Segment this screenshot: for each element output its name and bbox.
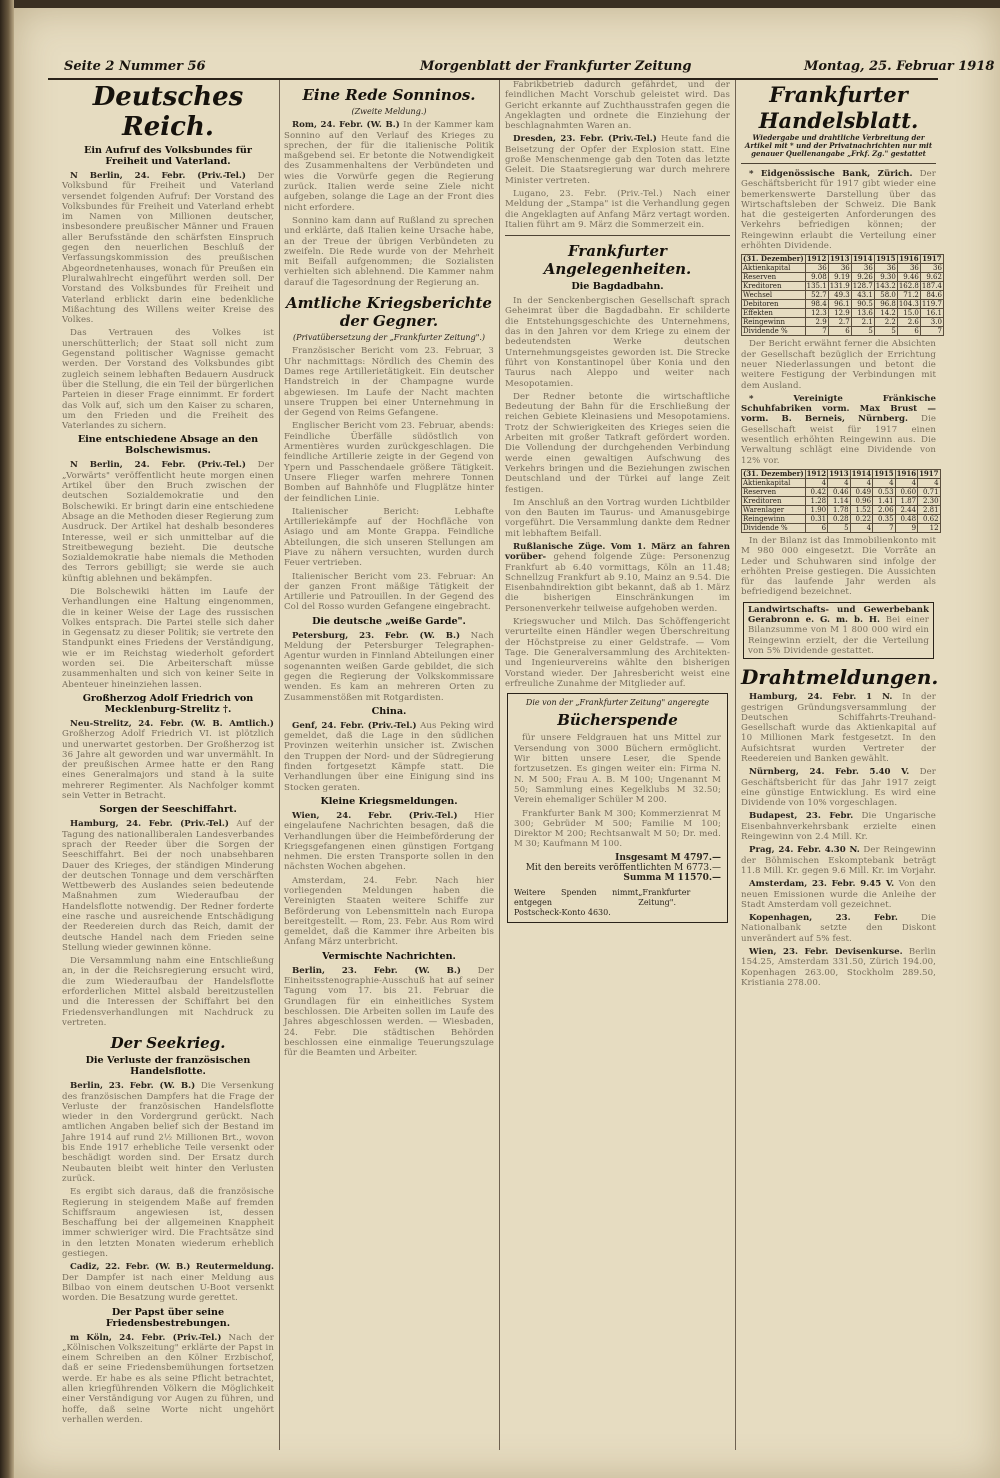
- table-cell: 2.30: [918, 496, 940, 505]
- table-cell: 13.6: [851, 309, 874, 318]
- article-subtitle: (Zweite Meldung.): [351, 107, 427, 116]
- dateline: Berlin, 23. Febr. (W. B.): [292, 965, 461, 976]
- dateline: Rom, 24. Febr. (W. B.): [292, 120, 400, 131]
- table-cell: 0.53: [873, 487, 895, 496]
- body-text: Der Reingewinn der Böhmischen Eskomptebank beträgt 11.8 Mill. Kr. gegen 9.6 Mill. Kr. im Vorjahr.: [741, 845, 936, 876]
- table-cell: 98.4: [805, 300, 828, 309]
- table-cell: 2.1: [851, 318, 874, 327]
- table-cell: 1.78: [828, 505, 850, 514]
- table-cell: 2.2: [874, 318, 897, 327]
- section-subtitle: Wiedergabe und drahtliche Verbreitung der Artikel mit * und der Privatnachrichten nur mit genauer Quellenangabe „Frkf. Zg." gestattet: [744, 133, 933, 158]
- table-cell: 1.52: [850, 505, 872, 514]
- table-cell: 7: [873, 523, 895, 532]
- table-cell: 14.2: [874, 309, 897, 318]
- table-cell: 0.71: [918, 487, 940, 496]
- table-header-cell: 1913: [829, 468, 849, 478]
- table-header-cell: (31. Dezember): [743, 254, 804, 264]
- body-text: Aus Peking wird gemeldet, daß die Lage in den südlichen Provinzen weiterhin unsicher ist. Zwischen den Truppen der Nord- und der Südregierung finden fortgesetzt Kämpfe statt. Die Verhandlungen über eine Einigung sind ins Stocken geraten.: [284, 720, 494, 793]
- table-cell: Reingewinn: [742, 318, 806, 327]
- body-text: Frankfurter Bank M 300; Kommerzienrat M 300; Gebrüder M 500; Familie M 100; Direktor M 200; Rechtsanwalt M 50; Dr. med. M 30; Kaufmann M 100.: [514, 808, 721, 850]
- body-text: Die Versammlung nahm eine Entschließung an, in der die Reichsregierung ersucht wird, die zum Wiederaufbau der Handelsflotte erforderlichen Mittel alsbald bereitzustellen und die Interessen der Schiffahrt bei den Friedensverhandlungen mit Nachdruck zu vertreten.: [62, 956, 274, 1028]
- table-cell: 128.7: [852, 282, 873, 291]
- body-text: In der gestrigen Gründungsversammlung der Deutschen Schiffahrts-Treuhand-Gesellschaft wurde das Aktienkapital auf 10 Millionen Mark festgesetzt. In den Aufsichtsrat wurden Vertreter der Reedereien und Banken gewählt.: [741, 692, 936, 764]
- table-cell: 131.9: [829, 282, 850, 291]
- body-text: Das Vertrauen des Volkes ist unerschütterlich; der Staat soll nicht zum Gegenstand politischer Wagnisse gemacht werden. Der Vorstand des Volksbundes gibt zugleich seinem lebhaften Bedauern Ausdruck über die Stellung, die ein Teil der bürgerlichen Parteien in dieser Frage einnimmt. Er fordert das Volk auf, sich um den Kaiser zu scharen, um den Frieden und die Freiheit des Vaterlandes zu sichern.: [62, 328, 274, 432]
- dateline: N Berlin, 24. Febr. (Priv.-Tel.): [70, 460, 246, 471]
- body-text: Der Volksbund für Freiheit und Vaterland versendet folgenden Aufruf: Der Vorstand des Volksbundes für Freiheit und Vaterland erhebt im Namen von Millionen deutscher, insbesondere preußischer Männer und Frauen aller Berufsstände den schärfsten Einspruch gegen den neuerlichen Beschluß der Verfassungskommission des preußischen Abgeordnetenhauses, wonach für Preußen ein Pluralwahlrecht eingeführt werden soll. Der Vorstand des Volksbundes für Freiheit und Vaterland erblickt darin eine bedenkliche Mißachtung des Willens weiter Kreise des Volkes.: [62, 171, 274, 326]
- footer-right: „Frankfurter Zeitung".: [638, 887, 691, 907]
- table-cell: 43.1: [851, 291, 874, 300]
- body-text: Fabrikbetrieb dadurch gefährdet, und der feindlichen Macht Vorschub geleistet wird. Das Gericht erkannte auf Zuchthausstrafen gegen die Angeklagten und ordnete die Einziehung der beschlagnahmten Waren an.: [505, 80, 730, 132]
- column-rule: [279, 80, 280, 1450]
- article-title: Landwirtschafts- und Gewerbebank Gerabronn e. G. m. b. H.: [748, 604, 929, 626]
- dateline: Dresden, 23. Febr. (Priv.-Tel.): [513, 134, 657, 145]
- column-2: [284, 80, 494, 1460]
- article-subtitle: Die Bagdadbahn.: [571, 281, 664, 293]
- body-text: In der Kammer kam Sonnino auf den Verlauf des Krieges zu sprechen, der für die italienische Politik maßgebend sei. Er betonte die Notwendigkeit des Zusammenhaltens der Verbündeten und wies die Vorwürfe gegen die Regierung zurück. Italien werde seine Ziele nicht aufgeben, solange die Lage an der Front dies nicht erfordere.: [284, 120, 494, 213]
- table-cell: 6: [897, 327, 920, 336]
- table-cell: 96.8: [874, 300, 897, 309]
- table-row: [742, 327, 944, 336]
- table-cell: 15.0: [897, 309, 920, 318]
- table-header-cell: 1912: [806, 254, 827, 264]
- body-text: Der Einheitsstenographie-Ausschuß hat auf seiner Tagung vom 17. bis 21. Februar die Grundlagen für ein einheitliches System beschlossen. Die Arbeiten sollen im Laufe des Jahres abgeschlossen werden. — Wiesbaden, 24. Febr. Die städtischen Behörden beschlossen eine einmalige Teuerungszulage für die Beamten und Arbeiter.: [284, 965, 495, 1059]
- table-cell: 1.14: [828, 496, 850, 505]
- table-row: [742, 300, 944, 309]
- body-text: Es ergibt sich daraus, daß die französische Regierung in steigendem Maße auf fremden Schiffsraum angewiesen ist, dessen Beschaffung bei der allgemeinen Knappheit immer schwieriger wird. Die Frachtsätze sind in den letzten Monaten wiederum erheblich gestiegen.: [62, 1187, 274, 1260]
- body-text: In der Bilanz ist das Immobilienkonto mit M 980 000 eingesetzt. Die Vorräte an Leder und Schuhwaren sind infolge der erhöhten Preise gestiegen. Die Aussichten für das laufende Jahr werden als befriedigend bezeichnet.: [741, 535, 936, 598]
- body-text: Großherzog Adolf Friedrich VI. ist plötzlich und unerwartet gestorben. Der Großherzog ist 36 Jahre alt geworden und war unvermählt. In der preußischen Armee hatte er den Rang eines Generalmajors und stand à la suite mehrerer Regimenter. Als Nachfolger kommt sein Vetter in Betracht.: [62, 729, 274, 802]
- dateline: Rußlanische Züge. Vom 1. März an fahren vorüber-: [505, 541, 730, 563]
- table-cell: 36: [897, 264, 920, 273]
- column-3: [505, 80, 730, 1460]
- table-row: [742, 318, 944, 327]
- table-cell: Kreditoren: [742, 496, 806, 505]
- dateline: Prag, 24. Febr. 4.30 N.: [749, 845, 860, 856]
- table-row: [742, 273, 944, 282]
- table-cell: 0.48: [895, 514, 917, 523]
- table-cell: Dividende %: [742, 523, 806, 532]
- table-cell: 9.19: [828, 273, 851, 282]
- body-text: Im Anschluß an den Vortrag wurden Lichtbilder von den Bauten im Taurus- und Amanusgebirge vorgeführt. Die Versammlung dankte dem Redner mit lebhaftem Beifall.: [505, 497, 730, 539]
- table-cell: 84.6: [920, 291, 943, 300]
- article-title: Sorgen der Seeschiffahrt.: [99, 804, 237, 816]
- table-cell: 2.7: [828, 318, 851, 327]
- table-cell: 4: [828, 478, 850, 487]
- body-text: Der Dampfer ist nach einer Meldung aus Bilbao von einem deutschen U-Boot versenkt worden. Die Besatzung wurde gerettet.: [62, 1272, 274, 1304]
- table-cell: 4: [918, 478, 940, 487]
- table-row: [742, 264, 944, 273]
- table-row: [742, 291, 944, 300]
- body-text: Der Bericht erwähnt ferner die Absichten der Gesellschaft bezüglich der Errichtung neuer Niederlassungen und betont die weitere Festigung der Verbindungen mit dem Ausland.: [741, 339, 936, 391]
- table-cell: 12.3: [805, 309, 828, 318]
- body-text: Der „Vorwärts" veröffentlicht heute morgen einen Artikel über den Bruch zwischen der deutschen Sozialdemokratie und den Bolschewiki. Er bringt darin eine entschiedene Absage an die Methoden dieser Regierung zum Ausdruck. Der Artikel hat deshalb besonderes Interesse, weil er sich unmittelbar auf die Streitbewegung bezieht. Die deutsche Sozialdemokratie habe niemals die Methoden des Terrors gebilligt; sie werde sie auch künftig ablehnen und bekämpfen.: [62, 460, 274, 584]
- table-cell: 0.60: [895, 487, 917, 496]
- article-title: Amtliche Kriegsberichte der Gegner.: [286, 294, 492, 331]
- body-text: Von den neuen Emissionen wurde die Anleihe der Stadt Amsterdam voll gezeichnet.: [741, 879, 936, 910]
- table-cell: 4: [850, 523, 872, 532]
- table-header-cell: 1914: [853, 254, 873, 264]
- table-row: [742, 496, 941, 505]
- table-cell: 12.9: [828, 309, 851, 318]
- table-cell: 4: [895, 478, 917, 487]
- column-rule: [499, 80, 500, 1450]
- table-header-cell: 1917: [922, 254, 942, 264]
- table-cell: 6: [805, 523, 827, 532]
- table-cell: 0.46: [828, 487, 850, 496]
- table-cell: 143.2: [875, 282, 896, 291]
- table-cell: Debitoren: [742, 300, 806, 309]
- table-cell: 1.87: [895, 496, 917, 505]
- table-cell: 90.5: [851, 300, 874, 309]
- table-cell: Effekten: [742, 309, 806, 318]
- table-cell: 2.81: [918, 505, 940, 514]
- dateline: Wien, 24. Febr. (Priv.-Tel.): [292, 810, 458, 821]
- body-text: Der Redner betonte die wirtschaftliche Bedeutung der Bahn für die Erschließung der reichen Gebiete Kleinasiens und Mesopotamiens. Trotz der Schwierigkeiten des Krieges seien die Arbeiten mit großer Tatkraft gefördert worden. Die Vollendung der durchgehenden Verbindung werde einen gewaltigen Aufschwung des Verkehrs bringen und die Beziehungen zwischen Deutschland und der Türkei auf lange Zeit festigen.: [505, 391, 730, 495]
- article-title: Vermischte Nachrichten.: [322, 950, 456, 962]
- table-header-cell: 1914: [851, 468, 872, 478]
- table-row: [742, 478, 941, 487]
- dateline: Nürnberg, 24. Febr. 5.40 V.: [749, 767, 910, 778]
- article-title: China.: [371, 705, 407, 717]
- dateline: Amsterdam, 23. Febr. 9.45 V.: [749, 879, 895, 890]
- table-row: [742, 523, 941, 532]
- article-title: Der Papst über seine Friedensbestrebungen.: [105, 1306, 231, 1329]
- table-cell: 12: [918, 523, 940, 532]
- table-row: [742, 282, 944, 291]
- table-cell: 0.35: [873, 514, 895, 523]
- table-cell: 58.0: [874, 291, 897, 300]
- table-cell: 9.08: [805, 273, 828, 282]
- table-cell: 6: [828, 327, 851, 336]
- table-cell: 16.1: [920, 309, 943, 318]
- footer-left: Weitere Spenden nimmt entgegen: [514, 887, 639, 907]
- box-intro: Die von der „Frankfurter Zeitung" angeregte: [525, 698, 710, 708]
- sum-line: Insgesamt M 4797.—: [615, 852, 721, 863]
- body-text: Die Versenkung des französischen Dampfers hat die Frage der Verluste der französischen Handelsflotte wieder in den Vordergrund gerückt. Nach amtlichen Angaben belief sich der Bestand im Jahre 1914 auf rund 2½ Millionen Brt., wovon bis Ende 1917 erhebliche Teile versenkt oder beschädigt worden sind. Der Ersatz durch Neubauten bleibt weit hinter den Verlusten zurück.: [62, 1081, 275, 1184]
- table-row: [742, 505, 941, 514]
- body-text: für unsere Feldgrauen hat uns Mittel zur Versendung von 3000 Büchern ermöglicht. Wir bitten unsere Leser, die Spende fortzusetzen. Es gingen weiter ein: Firma N. N. M 500; Frau A. B. M 100; Ungenannt M 50; Sammlung eines Kegelklubs M 32.50; Verein ehemaliger Schüler M 200.: [514, 733, 721, 806]
- body-text: Italienischer Bericht: Lebhafte Artilleriekämpfe auf der Hochfläche von Asiago und am Monte Grappa. Feindliche Abteilungen, die sich unseren Stellungen am Piave zu nähern versuchten, wurden durch Feuer vertrieben.: [284, 506, 494, 569]
- issue-date: Montag, 25. Februar 1918: [804, 59, 995, 74]
- article-title: Die Verluste der französischen Handelsflotte.: [85, 1055, 251, 1078]
- table-cell: 36: [805, 264, 828, 273]
- table-cell: 52.7: [805, 291, 828, 300]
- section-title: Deutsches Reich.: [92, 82, 244, 142]
- column-1: [62, 80, 274, 1460]
- table-cell: 4: [805, 478, 827, 487]
- dateline: Neu-Strelitz, 24. Febr. (W. B. Amtlich.): [70, 718, 274, 729]
- dateline: Hamburg, 24. Febr. 1 N.: [749, 692, 893, 703]
- table-cell: 119.7: [921, 300, 942, 309]
- sum-line: Mit den bereits veröffentlichten M 6773.—: [525, 863, 721, 873]
- table-cell: 3.0: [920, 318, 943, 327]
- article-title: * Eidgenössische Bank, Zürich.: [749, 169, 913, 179]
- table-cell: Aktienkapital: [742, 264, 806, 273]
- balance-table: [741, 469, 941, 533]
- sum-total: Summa M 11570.—: [623, 873, 721, 884]
- table-cell: 4: [873, 478, 895, 487]
- table-cell: 0.62: [918, 514, 940, 523]
- body-text: gehend folgende Züge: Personenzug Frankfurt ab 6.40 vormittags, Köln an 11.48; Schnellzug Frankfurt ab 9.10, Mainz an 9.54. Die Eisenbahndirektion gibt bekannt, daß ab 1. März die bisherigen Einschränkungen im Personenverkehr teilweise aufgehoben werden.: [505, 552, 730, 614]
- notice-box: [743, 602, 934, 659]
- article-title: Die deutsche „weiße Garde".: [312, 615, 466, 627]
- table-cell: 0.31: [805, 514, 827, 523]
- page-number: Seite 2 Nummer 56: [64, 59, 206, 74]
- dateline: m Köln, 24. Febr. (Priv.-Tel.): [70, 1332, 222, 1343]
- article-title: Ein Aufruf des Volksbundes für Freiheit und Vaterland.: [84, 145, 252, 167]
- table-cell: 0.42: [805, 487, 827, 496]
- dateline: N Berlin, 24. Febr. (Priv.-Tel.): [70, 171, 246, 181]
- dateline: Kopenhagen, 23. Febr.: [749, 913, 898, 924]
- table-cell: 2.6: [897, 318, 920, 327]
- page-header: [48, 56, 995, 80]
- table-cell: 1.28: [805, 496, 827, 505]
- dateline: Hamburg, 24. Febr. (Priv.-Tel.): [70, 819, 229, 830]
- table-cell: 5: [828, 523, 850, 532]
- article-title: Großherzog Adolf Friedrich von Mecklenburg-Strelitz †.: [82, 692, 254, 715]
- table-header-cell: 1916: [896, 468, 917, 478]
- body-text: Kriegswucher und Milch. Das Schöffengericht verurteilte einen Händler wegen Überschreitung der Höchstpreise zu einer Geldstrafe. — Vom Tage. Die Generalversammlung des Architekten- und Ingenieurvereins wählte den bisherigen Vorstand wieder. Der Jahresbericht weist eine erfreuliche Zunahme der Mitglieder auf.: [505, 617, 730, 689]
- dateline: Cadiz, 22. Febr. (W. B.) Reutermeldung.: [70, 1262, 274, 1273]
- table-header-cell: 1913: [829, 254, 850, 264]
- table-cell: 36: [920, 264, 943, 273]
- table-cell: 0.28: [828, 514, 850, 523]
- body-text: Nach Meldung der Petersburger Telegraphen-Agentur wurden in Finnland Abteilungen einer sogenannten weißen Garde gebildet, die sich gegen die Regierung der Volkskommissare wenden. Es kam an mehreren Orten zu Zusammenstößen mit Rotgardisten.: [284, 630, 495, 703]
- balance-table: [741, 254, 944, 336]
- table-header-cell: 1912: [806, 468, 827, 478]
- table-cell: 7: [805, 327, 828, 336]
- column-4: [741, 80, 942, 1460]
- article-subtitle: (Privatübersetzung der „Frankfurter Zeitung".): [292, 333, 486, 343]
- table-cell: 5: [874, 327, 897, 336]
- dateline: Genf, 24. Febr. (Priv.-Tel.): [292, 720, 417, 731]
- table-cell: 96.1: [828, 300, 851, 309]
- body-text: Französischer Bericht vom 23. Februar, 3 Uhr nachmittags: Nördlich des Chemin des Dames rege Artillerietätigkeit. Ein deutscher Handstreich in der Champagne wurde abgewiesen. Im Laufe der Nacht machten unsere Truppen bei einer Unternehmung in der Gegend von Reims Gefangene.: [284, 346, 494, 419]
- table-header-cell: (31. Dezember): [743, 468, 804, 478]
- table-cell: Wechsel: [742, 291, 806, 300]
- section-title: Der Seekrieg.: [110, 1034, 226, 1053]
- table-cell: 49.3: [828, 291, 851, 300]
- table-cell: 71.2: [897, 291, 920, 300]
- body-text: Sonnino kam dann auf Rußland zu sprechen und erklärte, daß Italien keine Ursache habe, an der Treue der übrigen Verbündeten zu zweifeln. Die Rede wurde von der Mehrheit mit Beifall aufgenommen; die Sozialisten verhielten sich ablehnend. Die Kammer nahm darauf die Tagesordnung der Regierung an.: [284, 215, 494, 288]
- table-cell: 162.8: [898, 282, 919, 291]
- section-title: Frankfurter Handelsblatt.: [758, 82, 919, 133]
- divider: [741, 163, 936, 164]
- table-row: [742, 309, 944, 318]
- dateline: Wien, 23. Febr. Devisenkurse.: [749, 947, 903, 958]
- table-cell: Dividende %: [742, 327, 806, 336]
- table-cell: Reingewinn: [742, 514, 806, 523]
- body-text: Berlin 154.25, Amsterdam 331.50, Zürich 194.00, Kopenhagen 263.00, Stockholm 289.50, Kristiania 278.00.: [741, 947, 936, 988]
- body-text: In der Senckenbergischen Gesellschaft sprach Geheimrat über die Bagdadbahn. Er schilderte die Entstehungsgeschichte des Unternehmens, das in den Jahren vor dem Kriege zu einem der bedeutendsten Werke deutschen Unternehmungsgeistes geworden ist. Die Strecke führt von Konstantinopel über Konia und den Taurus nach Aleppo und weiter nach Mesopotamien.: [505, 296, 730, 389]
- table-cell: 9.26: [851, 273, 874, 282]
- body-text: Heute fand die Beisetzung der Opfer der Explosion statt. Eine große Menschenmenge gab den Toten das letzte Geleit. Die Staatsregierung war durch mehrere Minister vertreten.: [505, 134, 730, 186]
- table-cell: 36: [828, 264, 851, 273]
- book-spine: [0, 0, 14, 1478]
- masthead: Morgenblatt der Frankfurter Zeitung: [420, 59, 692, 74]
- table-cell: 104.3: [898, 300, 919, 309]
- table-cell: 2.9: [805, 318, 828, 327]
- table-header-cell: 1916: [899, 254, 919, 264]
- body-text: Die Bolschewiki hätten im Laufe der Verhandlungen eine Haltung eingenommen, die in keiner Weise der Lage des russischen Volkes entsprach. Die Partei stelle sich daher in Gegensatz zu dieser Politik; sie vertrete den Standpunkt eines Friedens der Verständigung, wie er im Reichstag wiederholt gefordert worden sei. Die Arbeiterschaft müsse zusammenhalten und sich von keiner Seite in Abenteuer hineinziehen lassen.: [62, 586, 274, 690]
- table-cell: 9.46: [897, 273, 920, 282]
- dateline: Petersburg, 23. Febr. (W. B.): [292, 630, 461, 641]
- divider: [505, 235, 730, 236]
- dateline: Berlin, 23. Febr. (W. B.): [70, 1081, 196, 1092]
- column-rule: [735, 80, 736, 1450]
- table-cell: 36: [851, 264, 874, 273]
- table-cell: 1.41: [873, 496, 895, 505]
- body-text: Englischer Bericht vom 23. Februar, abends: Feindliche Überfälle südöstlich von Armentières wurden zurückgeschlagen. Die feindliche Artillerie zeigte in der Gegend von Ypern und Passchendaele größere Tätigkeit. Unsere Flieger warfen mehrere Tonnen Bomben auf Bahnhöfe und Flugplätze hinter der feindlichen Linie.: [284, 421, 494, 504]
- table-cell: 2.06: [873, 505, 895, 514]
- article-title: * Vereinigte Fränkische Schuhfabriken vorm. Max Brust — vorm. B. Berneis, Nürnberg.: [741, 393, 936, 425]
- table-cell: 5: [851, 327, 874, 336]
- table-cell: 0.96: [850, 496, 872, 505]
- body-text: Bei einer Bilanzsumme von M 1 800 000 wird ein Reingewinn erzielt, der die Verteilung von 5% Dividende gestattet.: [748, 615, 930, 656]
- table-header-cell: 1917: [919, 468, 939, 478]
- table-cell: 9: [895, 523, 917, 532]
- body-text: Auf der Tagung des nationalliberalen Landesverbandes sprach der Reeder über die Sorgen der Seeschiffahrt. Bei der noch unabsehbaren Dauer des Krieges, der ständigen Minderung der deutschen Tonnage und dem verschärften Wettbewerb des Auslandes seien bedeutende Maßnahmen zum Wiederaufbau der Handelsflotte notwendig. Der Redner forderte eine rasche und ausreichende Entschädigung der Reedereien durch das Reich, damit der deutsche Handel nach dem Frieden seine Stellung wieder gewinnen könne.: [62, 819, 274, 953]
- body-text: Hier eingelaufene Nachrichten besagen, daß die Verhandlungen über die Heimbeförderung der Kriegsgefangenen einen günstigen Fortgang nehmen. Die ersten Transporte sollen in den nächsten Wochen abgehen.: [284, 810, 494, 873]
- table-cell: 0.49: [850, 487, 872, 496]
- box-title: Bücherspende: [557, 711, 678, 730]
- footer-account: Postscheck-Konto 4630.: [514, 908, 611, 918]
- donation-box: [507, 693, 728, 923]
- table-cell: Aktienkapital: [742, 478, 806, 487]
- table-row: [742, 487, 941, 496]
- body-text: Die Gesellschaft weist für 1917 einen wesentlich erhöhten Reingewinn aus. Die Verwaltung schlägt eine Dividende von 12% vor.: [741, 414, 937, 466]
- body-text: Italienischer Bericht vom 23. Februar: An der ganzen Front mäßige Tätigkeit der Artillerie und Patrouillen. In der Gegend des Col del Rosso wurden Gefangene eingebracht.: [284, 571, 494, 613]
- table-cell: 187.4: [921, 282, 942, 291]
- table-cell: 9.62: [920, 273, 943, 282]
- section-title: Frankfurter Angelegenheiten.: [543, 242, 692, 279]
- body-text: Die Nationalbank setzte den Diskont unverändert auf 5% fest.: [741, 913, 937, 944]
- table-row: [742, 514, 941, 523]
- table-cell: Reserven: [742, 487, 806, 496]
- body-text: Lugano, 23. Febr. (Priv.-Tel.) Nach einer Meldung der „Stampa" ist die Verhandlung gegen die Angeklagten auf Anfang März vertagt worden. Italien führt am 9. März die Sommerzeit ein.: [505, 188, 730, 230]
- table-cell: 7: [920, 327, 943, 336]
- body-text: Nach der „Kölnischen Volkszeitung" erklärte der Papst in einem Schreiben an den Kölner Erzbischof, daß er seine Friedensbemühungen fortsetzen werde. Er habe es als seine Pflicht betrachtet, allen kriegführenden Völkern die Möglichkeit einer Verständigung vor Augen zu führen, und hoffe, daß seine Worte nicht ungehört verhallen werden.: [62, 1332, 275, 1425]
- body-text: Die Ungarische Eisenbahnverkehrsbank erzielte einen Reingewinn von 2.4 Mill. Kr.: [741, 811, 936, 843]
- article-title: Eine Rede Sonninos.: [302, 86, 476, 104]
- table-cell: 4: [850, 478, 872, 487]
- table-cell: 36: [874, 264, 897, 273]
- article-title: Kleine Kriegsmeldungen.: [320, 795, 458, 807]
- table-cell: 9.30: [874, 273, 897, 282]
- article-title: Eine entschiedene Absage an den Bolschewismus.: [77, 434, 259, 457]
- table-cell: 0.22: [850, 514, 872, 523]
- dateline: Budapest, 23. Febr.: [749, 811, 854, 822]
- table-cell: Reserven: [742, 273, 806, 282]
- table-header-cell: 1915: [874, 468, 894, 478]
- table-cell: Kreditoren: [742, 282, 806, 291]
- table-header-cell: 1915: [876, 254, 896, 264]
- table-cell: 2.44: [895, 505, 917, 514]
- body-text: Amsterdam, 24. Febr. Nach hier vorliegenden Meldungen haben die Vereinigten Staaten weitere Schiffe zur Beförderung von Lebensmitteln nach Europa bereitgestellt. — Rom, 23. Febr. Aus Rom wird gemeldet, daß die Kammer ihre Arbeiten bis Anfang März unterbricht.: [284, 875, 494, 948]
- table-cell: 135.1: [806, 282, 827, 291]
- section-title: Drahtmeldungen.: [741, 665, 939, 690]
- table-cell: Warenlager: [742, 505, 806, 514]
- body-text: Der Geschäftsbericht für 1917 gibt wieder eine bemerkenswerte Darstellung über das Wirtschaftsleben der Schweiz. Die Bank hat die gesteigerten Anforderungen des Verkehrs befriedigen können; der Reingewinn erlaubt die Verteilung einer erhöhten Dividende.: [741, 169, 937, 252]
- table-cell: 1.90: [805, 505, 827, 514]
- body-text: Der Geschäftsbericht für das Jahr 1917 zeigt eine günstige Entwicklung. Es wird eine Dividende von 10% vorgeschlagen.: [741, 767, 937, 809]
